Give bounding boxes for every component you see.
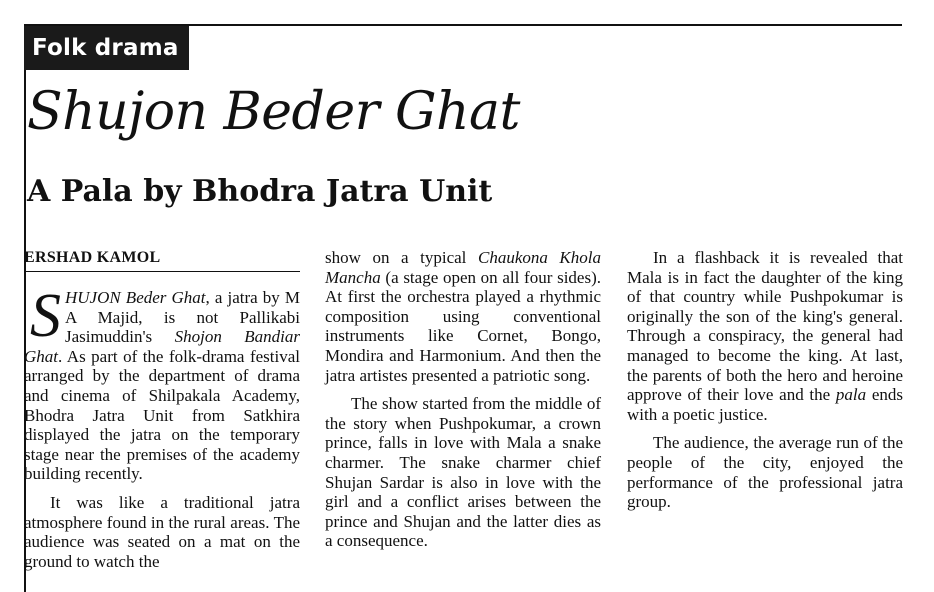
byline: ERSHAD KAMOL <box>24 248 300 272</box>
paragraph-2-continued: show on a typical Chaukona Khola Mancha (a stage open on all four sides). At first the orchestra played a rhythmic composition using conventional instruments like Cornet, Bongo, Mondira and Harmonium. And then the jatra artistes presented a patriotic song. <box>325 248 601 385</box>
section-tag: Folk drama <box>24 26 189 70</box>
paragraph-2: It was like a traditional jatra atmosphere found in the rural areas. The audience was seated on a mat on the ground to watch the <box>24 492 300 571</box>
article-column-1 <box>24 248 300 580</box>
paragraph-5: The audience, the average run of the people of the city, enjoyed the performance of the professional jatra group. <box>627 433 903 512</box>
paragraph-4: In a flashback it is revealed that Mala is in fact the daughter of the king of that country while Pushpokumar is originally the son of the king's general. Through a conspiracy, the general had managed to become the king. At last, the parents of both the hero and heroine approve of their love and the pala ends with a poetic justice. <box>627 248 903 424</box>
subheadline: A Pala by Bhodra Jatra Unit <box>27 174 493 209</box>
paragraph-3: The show started from the middle of the story when Pushpokumar, a crown prince, falls in love with Mala a snake charmer. The snake charmer chief Shujan Sardar is also in love with the girl and a conflict arises between the prince and Shujan and the latter dies as a consequence. <box>325 394 601 551</box>
article-column-3 <box>627 248 903 521</box>
drop-cap: S <box>30 282 61 350</box>
article-column-2 <box>325 248 601 560</box>
paragraph-1: SHUJON Beder Ghat, a jatra by M A Majid, is not Pallikabi Jasimuddin's Shojon Bandiar Ghat. As part of the folk-drama festival arranged by the department of drama and cinema of Shilpakala Academy, Bhodra Jatra Unit from Satkhira displayed the jatra on the temporary stage near the premises of the academy building recently. <box>24 282 301 484</box>
headline: Shujon Beder Ghat <box>27 82 520 142</box>
